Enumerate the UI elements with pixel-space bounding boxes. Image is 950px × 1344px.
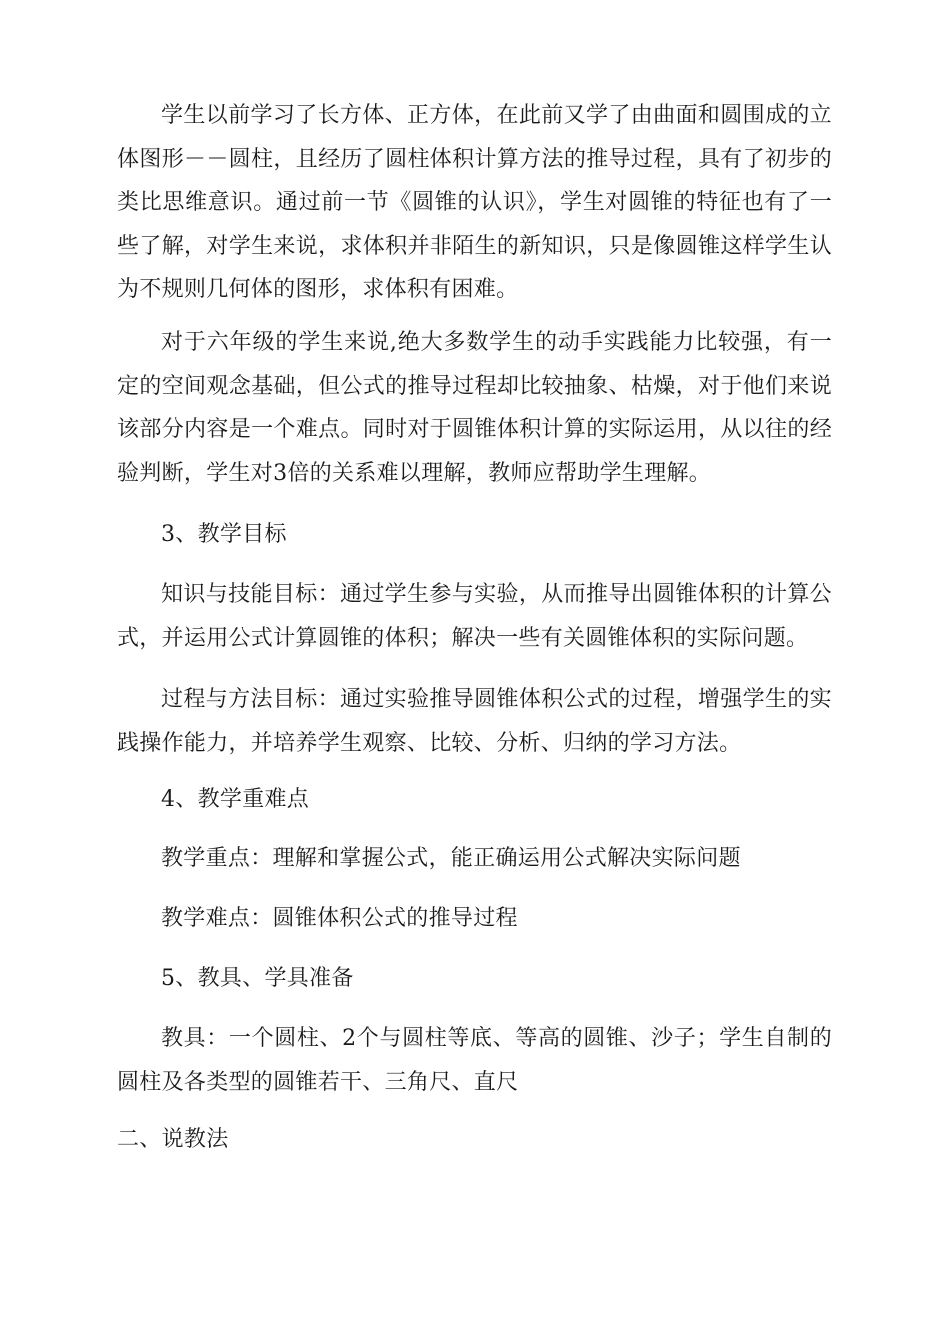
paragraph-teaching-aids-list: 教具：一个圆柱、2个与圆柱等底、等高的圆锥、沙子；学生自制的圆柱及各类型的圆锥若干、三角尺、直尺 [117, 1026, 832, 1095]
paragraph-process-method-objective: 过程与方法目标：通过实验推导圆锥体积公式的过程，增强学生的实践操作能力，并培养学生观察、比较、分析、归纳的学习方法。 [117, 687, 832, 756]
paragraph-teaching-focus: 教学重点：理解和掌握公式，能正确运用公式解决实际问题 [161, 846, 741, 871]
paragraph-student-prior-knowledge: 学生以前学习了长方体、正方体，在此前又学了由曲面和圆围成的立体图形－－圆柱，且经历了圆柱体积计算方法的推导过程，具有了初步的类比思维意识。通过前一节《圆锥的认识》，学生对圆锥的特征也有了一些了解，对学生来说，求体积并非陌生的新知识，只是像圆锥这样学生认为不规则几何体的图形，求体积有困难。 [117, 103, 832, 303]
heading-teaching-method: 二、说教法 [117, 1127, 229, 1152]
paragraph-teaching-difficulty: 教学难点：圆锥体积公式的推导过程 [161, 906, 518, 931]
paragraph-grade-six-analysis: 对于六年级的学生来说,绝大多数学生的动手实践能力比较强，有一定的空间观念基础，但公式的推导过程却比较抽象、枯燥，对于他们来说该部分内容是一个难点。同时对于圆锥体积计算的实际运用，从以往的经验判断，学生对3倍的关系难以理解，教师应帮助学生理解。 [117, 330, 832, 486]
heading-teaching-aids: 5、教具、学具准备 [161, 966, 354, 991]
heading-teaching-objectives: 3、教学目标 [161, 522, 287, 547]
heading-key-difficult-points: 4、教学重难点 [161, 787, 310, 812]
paragraph-knowledge-skill-objective: 知识与技能目标：通过学生参与实验，从而推导出圆锥体积的计算公式，并运用公式计算圆锥的体积；解决一些有关圆锥体积的实际问题。 [117, 582, 832, 651]
